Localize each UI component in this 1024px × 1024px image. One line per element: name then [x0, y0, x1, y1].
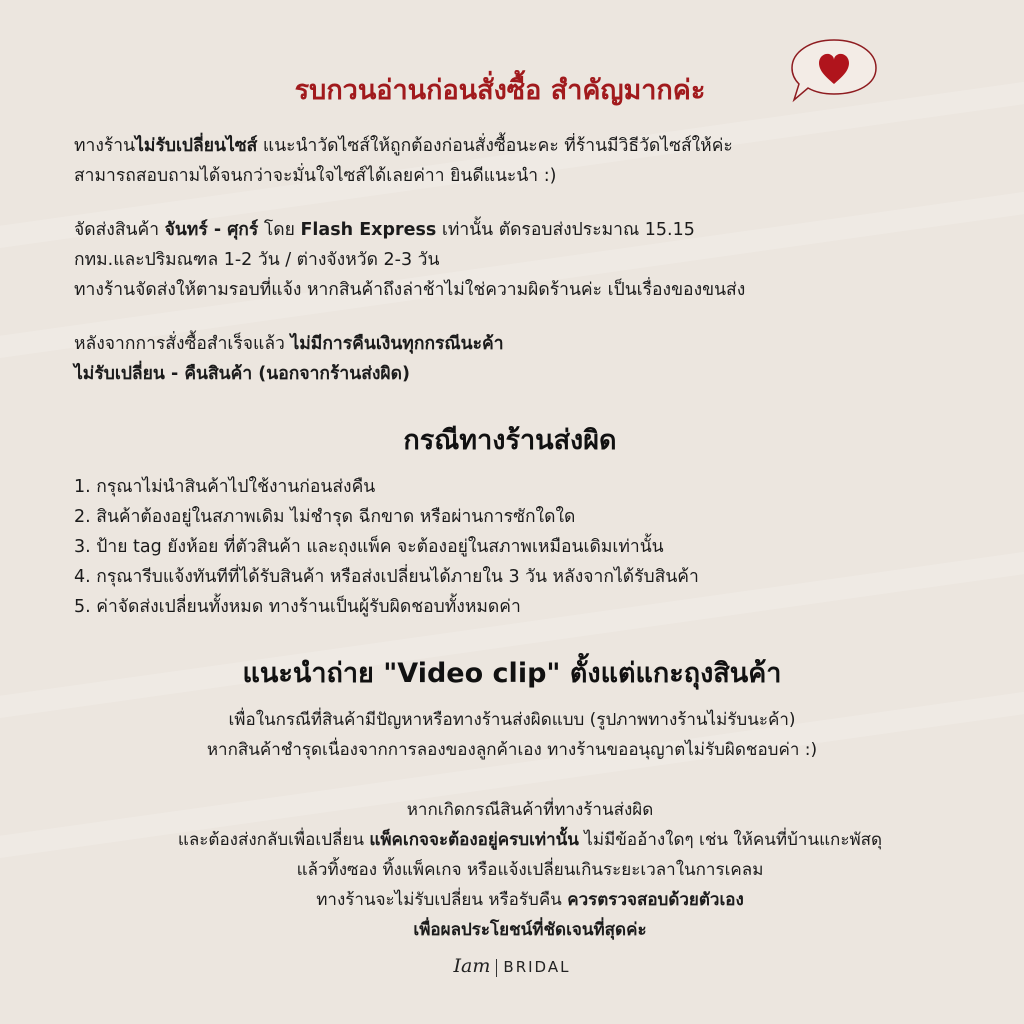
- text: โดย: [258, 220, 301, 240]
- text: และต้องส่งกลับเพื่อเปลี่ยน: [177, 830, 370, 850]
- closing-notes: [18, 795, 1024, 945]
- brand-divider: [496, 959, 497, 977]
- size-policy-line-2: สามารถสอบถามได้จนกว่าจะมั่นใจไซส์ได้เลยค่าา ยินดีแนะนำ :): [74, 166, 557, 186]
- shipping-line-1: [74, 215, 974, 245]
- list-item: 2. สินค้าต้องอยู่ในสภาพเดิม ไม่ชำรุด ฉีกขาด หรือผ่านการซักใดใด: [74, 507, 576, 527]
- wrong-shipment-list: [74, 472, 974, 622]
- text: ทางร้านจะไม่รับเปลี่ยน หรือรับคืน: [316, 890, 568, 910]
- emphasis-text: ไม่รับเปลี่ยนไซส์: [135, 136, 258, 156]
- page-title: รบกวนอ่านก่อนสั่งซื้อ สำคัญมากค่ะ: [294, 75, 706, 106]
- emphasis-text: จันทร์ - ศุกร์: [164, 220, 259, 240]
- video-notes: [0, 705, 1024, 765]
- text: หลังจากการสั่งซื้อสำเร็จแล้ว: [74, 334, 291, 354]
- wrong-shipment-heading: กรณีทางร้านส่งผิด: [403, 425, 617, 456]
- video-heading: แนะนำถ่าย "Video clip" ตั้งแต่แกะถุงสินค้า: [242, 658, 782, 689]
- closing-line-5: เพื่อผลประโยชน์ที่ชัดเจนที่สุดค่ะ: [413, 920, 647, 940]
- text: ทางร้าน: [74, 136, 136, 156]
- text: ไม่มีข้ออ้างใดๆ เช่น ให้คนที่บ้านแกะพัสดุ: [578, 830, 883, 850]
- size-policy-line-1: [74, 131, 974, 161]
- list-item: 4. กรุณารีบแจ้งทันทีที่ได้รับสินค้า หรือส่งเปลี่ยนได้ภายใน 3 วัน หลังจากได้รับสินค้า: [74, 567, 699, 587]
- refund-policy: [74, 329, 974, 389]
- video-line-1: เพื่อในกรณีที่สินค้ามีปัญหาหรือทางร้านส่งผิดแบบ (รูปภาพทางร้านไม่รับนะค้า): [228, 710, 796, 730]
- shipping-line-2: กทม.และปริมณฑล 1-2 วัน / ต่างจังหวัด 2-3 วัน: [74, 250, 440, 270]
- list-item: 5. ค่าจัดส่งเปลี่ยนทั้งหมด ทางร้านเป็นผู้รับผิดชอบทั้งหมดค่า: [74, 597, 521, 617]
- text: จัดส่งสินค้า: [74, 220, 165, 240]
- brand-name: BRIDAL: [503, 958, 571, 976]
- brand-logo: [0, 955, 1024, 977]
- closing-line-4: [18, 885, 1024, 915]
- shipping-policy: [74, 215, 974, 305]
- text: แนะนำวัดไซส์ให้ถูกต้องก่อนสั่งซื้อนะคะ ที่ร้านมีวิธีวัดไซส์ให้ค่ะ: [257, 136, 733, 156]
- refund-line-2: ไม่รับเปลี่ยน - คืนสินค้า (นอกจากร้านส่งผิด): [74, 364, 411, 384]
- shipping-line-3: ทางร้านจัดส่งให้ตามรอบที่แจ้ง หากสินค้าถึงล่าช้าไม่ใช่ความผิดร้านค่ะ เป็นเรื่องของขนส่ง: [74, 280, 746, 300]
- list-item: 3. ป้าย tag ยังห้อย ที่ตัวสินค้า และถุงแพ็ค จะต้องอยู่ในสภาพเหมือนเดิมเท่านั้น: [74, 537, 664, 557]
- closing-line-3: แล้วทิ้งซอง ทิ้งแพ็คเกจ หรือแจ้งเปลี่ยนเกินระยะเวลาในการเคลม: [296, 860, 764, 880]
- heart-speech-bubble-icon: [786, 34, 882, 104]
- emphasis-text: แพ็คเกจจะต้องอยู่ครบเท่านั้น: [369, 830, 579, 850]
- video-line-2: หากสินค้าชำรุดเนื่องจากการลองของลูกค้าเอง ทางร้านขออนุญาตไม่รับผิดชอบค่า :): [206, 740, 818, 760]
- closing-line-1: หากเกิดกรณีสินค้าที่ทางร้านส่งผิด: [406, 800, 654, 820]
- emphasis-text: Flash Express: [300, 220, 437, 240]
- emphasis-text: ไม่มีการคืนเงินทุกกรณีนะค้า: [290, 334, 504, 354]
- list-item: 1. กรุณาไม่นำสินค้าไปใช้งานก่อนส่งคืน: [74, 477, 376, 497]
- closing-line-2: [18, 825, 1024, 855]
- size-policy: [74, 131, 974, 191]
- brand-script: Iam: [453, 955, 491, 977]
- text: เท่านั้น ตัดรอบส่งประมาณ 15.15: [436, 220, 695, 240]
- refund-line-1: [74, 329, 974, 359]
- emphasis-text: ควรตรวจสอบด้วยตัวเอง: [567, 890, 744, 910]
